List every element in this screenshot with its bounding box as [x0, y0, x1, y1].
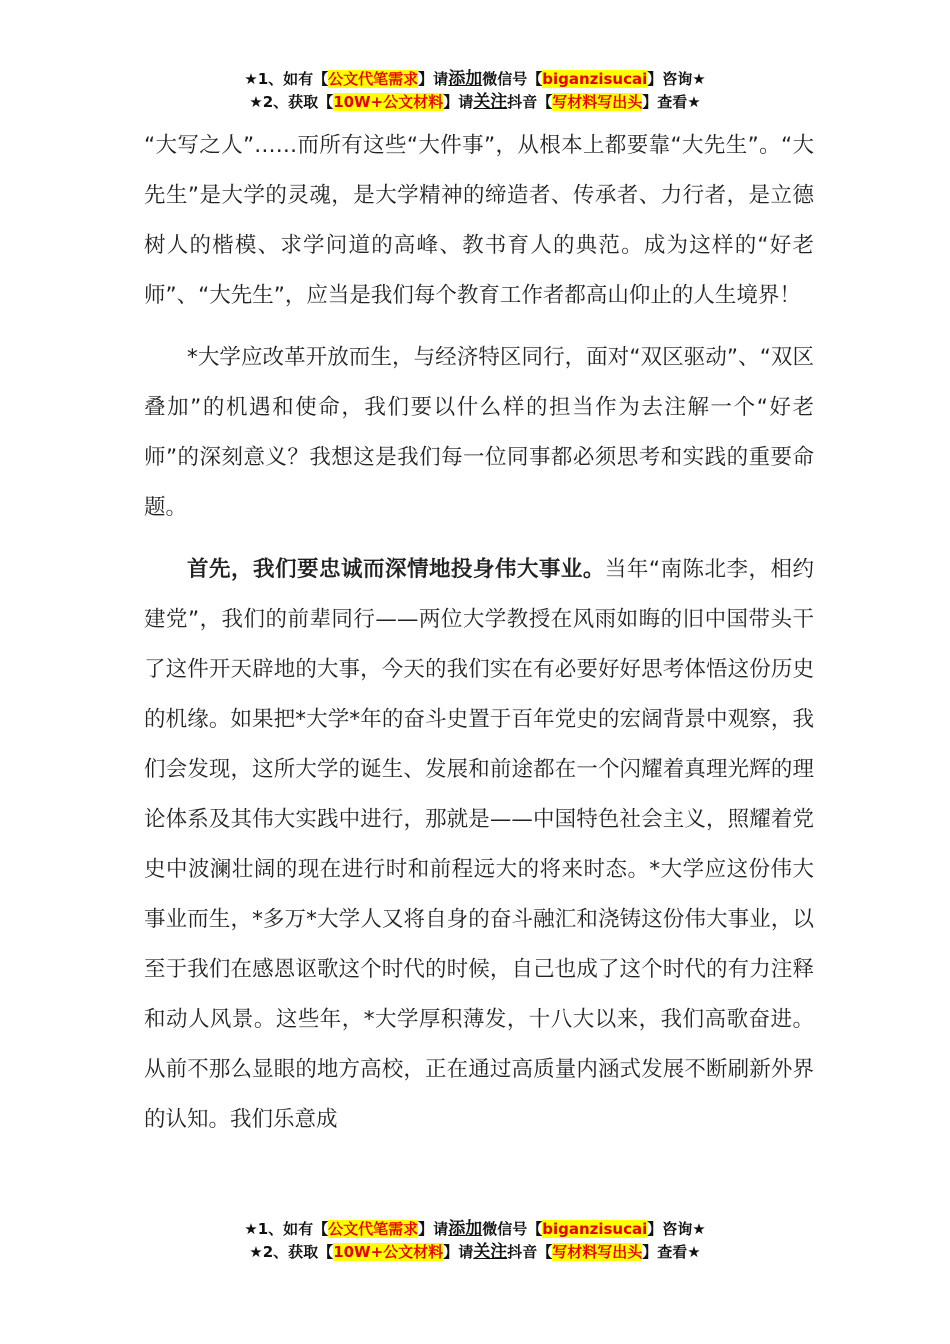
banner-underline: 添加	[448, 69, 483, 89]
banner-line-2: ★2、获取【10W+公文材料】请关注抖音【写材料写出头】查看★	[249, 1242, 701, 1262]
paragraph-1: “大写之人”……而所有这些“大件事”，从根本上都要靠“大先生”。“大先生”是大学的灵魂，是大学精神的缔造者、传承者、力行者，是立德树人的楷模、求学问道的高峰、教书育人的典范。成为这样的“好老师”、“大先生”，应当是我们每个教育工作者都高山仰止的人生境界！	[144, 133, 814, 308]
banner-underline: 关注	[473, 92, 508, 112]
paragraph-3: 首先，我们要忠诚而深情地投身伟大事业。当年“南陈北李，相约建党”，我们的前辈同行——两位大学教授在风雨如晦的旧中国带头干了这件开天辟地的大事，今天的我们实在有必要好好思考体悟这份历史的机缘。如果把*大学*年的奋斗史置于百年党史的宏阔背景中观察，我们会发现，这所大学的诞生、发展和前途都在一个闪耀着真理光辉的理论体系及其伟大实践中进行，那就是——中国特色社会主义，照耀着党史中波澜壮阔的现在进行时和前程远大的将来时态。*大学应这份伟大事业而生，*多万*大学人又将自身的奋斗融汇和浇铸这份伟大事业，以至于我们在感恩讴歌这个时代的时候，自己也成了这个时代的有力注释和动人风景。这些年，*大学厚积薄发，十八大以来，我们高歌奋进。从前不那么显眼的地方高校，正在通过高质量内涵式发展不断刷新外界的认知。我们乐意成	[144, 557, 814, 1132]
banner-highlight: 公文代笔需求	[328, 1220, 419, 1238]
banner-line-1: ★1、如有【公文代笔需求】请添加微信号【biganzisucai】咨询★	[244, 1219, 706, 1239]
banner-line-1: ★1、如有【公文代笔需求】请添加微信号【biganzisucai】咨询★	[244, 69, 706, 89]
document-body	[144, 121, 814, 1157]
banner-highlight: 10W+公文材料	[333, 1243, 444, 1261]
banner-line-2: ★2、获取【10W+公文材料】请关注抖音【写材料写出头】查看★	[249, 92, 701, 112]
banner-underline: 关注	[473, 1242, 508, 1262]
banner-highlight: 写材料写出头	[552, 93, 643, 111]
banner-highlight: biganzisucai	[542, 70, 648, 88]
banner-highlight: 写材料写出头	[552, 1243, 643, 1261]
paragraph-lead: 首先，我们要忠诚而深情地投身伟大事业。	[187, 557, 605, 582]
footer-banner	[0, 1218, 950, 1264]
banner-highlight: 公文代笔需求	[328, 70, 419, 88]
header-banner	[0, 68, 950, 114]
banner-highlight: 10W+公文材料	[333, 93, 444, 111]
banner-highlight: biganzisucai	[542, 1220, 648, 1238]
paragraph-2: *大学应改革开放而生，与经济特区同行，面对“双区驱动”、“双区叠加”的机遇和使命，我们要以什么样的担当作为去注解一个“好老师”的深刻意义？我想这是我们每一位同事都必须思考和实践的重要命题。	[144, 345, 814, 520]
banner-underline: 添加	[448, 1219, 483, 1239]
